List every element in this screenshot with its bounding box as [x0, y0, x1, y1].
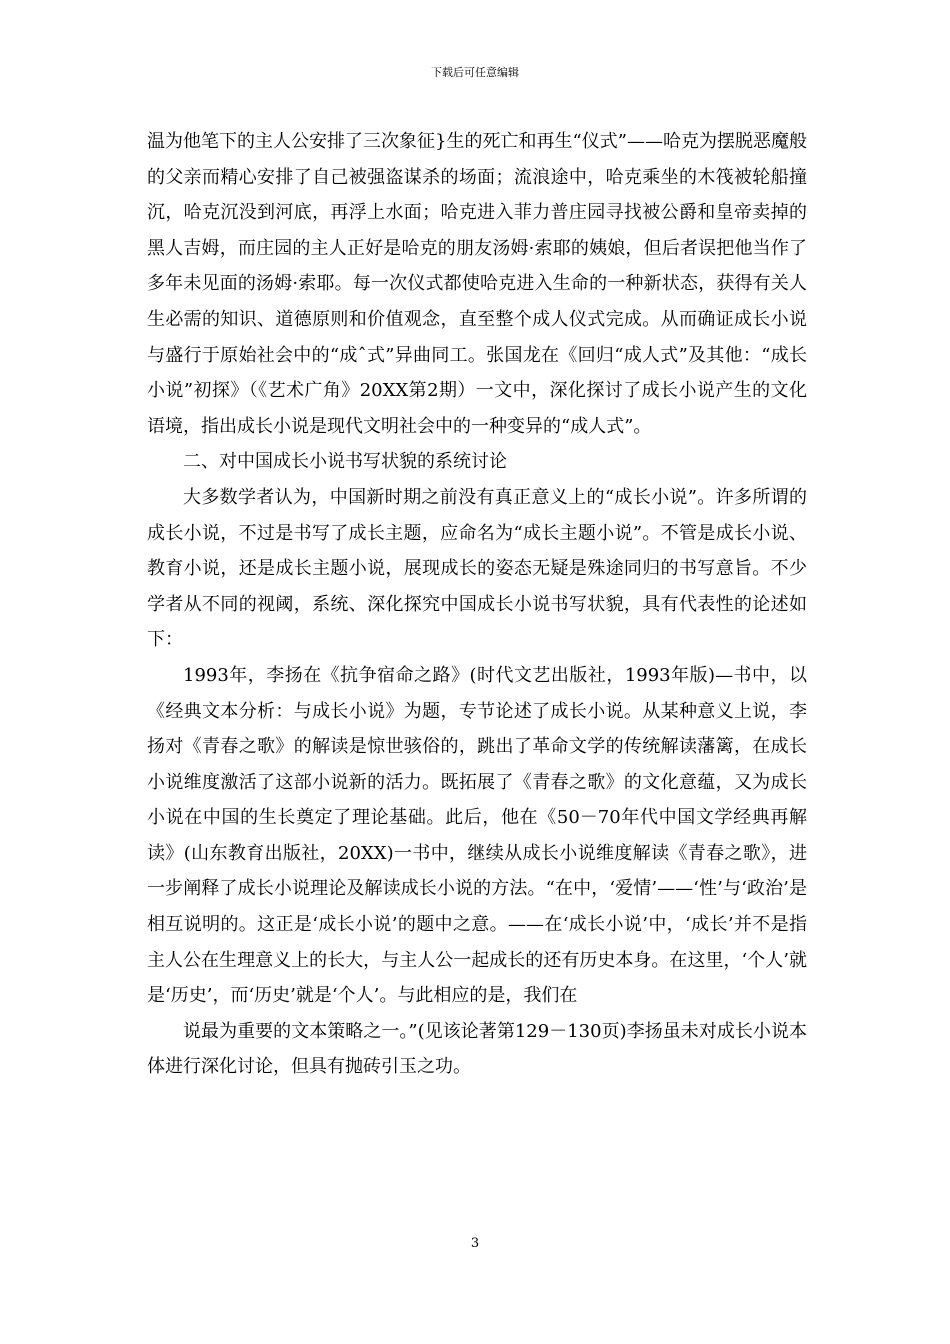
body-paragraph: 说最为重要的文本策略之一。”(见该论著第129－130页)李扬虽未对成长小说本体进行深化讨论，但具有抛砖引玉之功。 [147, 1020, 807, 1078]
document-body [147, 124, 807, 1085]
body-paragraph: 温为他笔下的主人公安排了三次象征}生的死亡和再生“仪式”——哈克为摆脱恶魔般的父亲而精心安排了自己被强盗谋杀的场面；流浪途中，哈克乘坐的木筏被轮船撞沉，哈克沉没到河底，再浮上水面；哈克进入菲力普庄园寻找被公爵和皇帝卖掉的黑人吉姆，而庄园的主人正好是哈克的朋友汤姆·索耶的姨娘，但后者误把他当作了多年未见面的汤姆·索耶。每一次仪式都使哈克进入生命的一种新状态，获得有关人生必需的知识、道德原则和价值观念，直至整个成人仪式完成。从而确证成长小说与盛行于原始社会中的“成ˆ式”异曲同工。张国龙在《回归“成人式”及其他：“成长小说”初探》（《艺术广角》20XX第2期）一文中，深化探讨了成长小说产生的文化语境，指出成长小说是现代文明社会中的一种变异的“成人式”。 [147, 131, 807, 437]
section-heading: 二、对中国成长小说书写状貌的系统讨论 [183, 451, 507, 473]
body-paragraph: 大多数学者认为，中国新时期之前没有真正意义上的“成长小说”。许多所谓的成长小说，不过是书写了成长主题，应命名为“成长主题小说”。不管是成长小说、教育小说，还是成长主题小说，展现成长的姿态无疑是殊途同归的书写意旨。不少学者从不同的视阈，系统、深化探究中国成长小说书写状貌，具有代表性的论述如下： [147, 486, 807, 651]
page-number: 3 [470, 1236, 480, 1251]
body-paragraph: 1993年，李扬在《抗争宿命之路》(时代文艺出版社，1993年版)—书中，以《经典文本分析：与成长小说》为题，专节论述了成长小说。从某种意义上说，李扬对《青春之歌》的解读是惊世骇俗的，跳出了革命文学的传统解读藩篱，在成长小说维度激活了这部小说新的活力。既拓展了《青春之歌》的文化意蕴，又为成长小说在中国的生长奠定了理论基础。此后，他在《50－70年代中国文学经典再解读》(山东教育出版社，20XX)一书中，继续从成长小说维度解读《青春之歌》，进一步阐释了成长小说理论及解读成长小说的方法。“在中，‘爱情’——‘性’与‘政治’是相互说明的。这正是‘成长小说’的题中之意。——在‘成长小说’中，‘成长’并不是指主人公在生理意义上的长大，与主人公一起成长的还有历史本身。在这里，‘个人’就是‘历史’，而‘历史’就是‘个人’。与此相应的是，我们在 [147, 664, 807, 1007]
page-header: 下载后可任意编辑 [431, 66, 519, 79]
